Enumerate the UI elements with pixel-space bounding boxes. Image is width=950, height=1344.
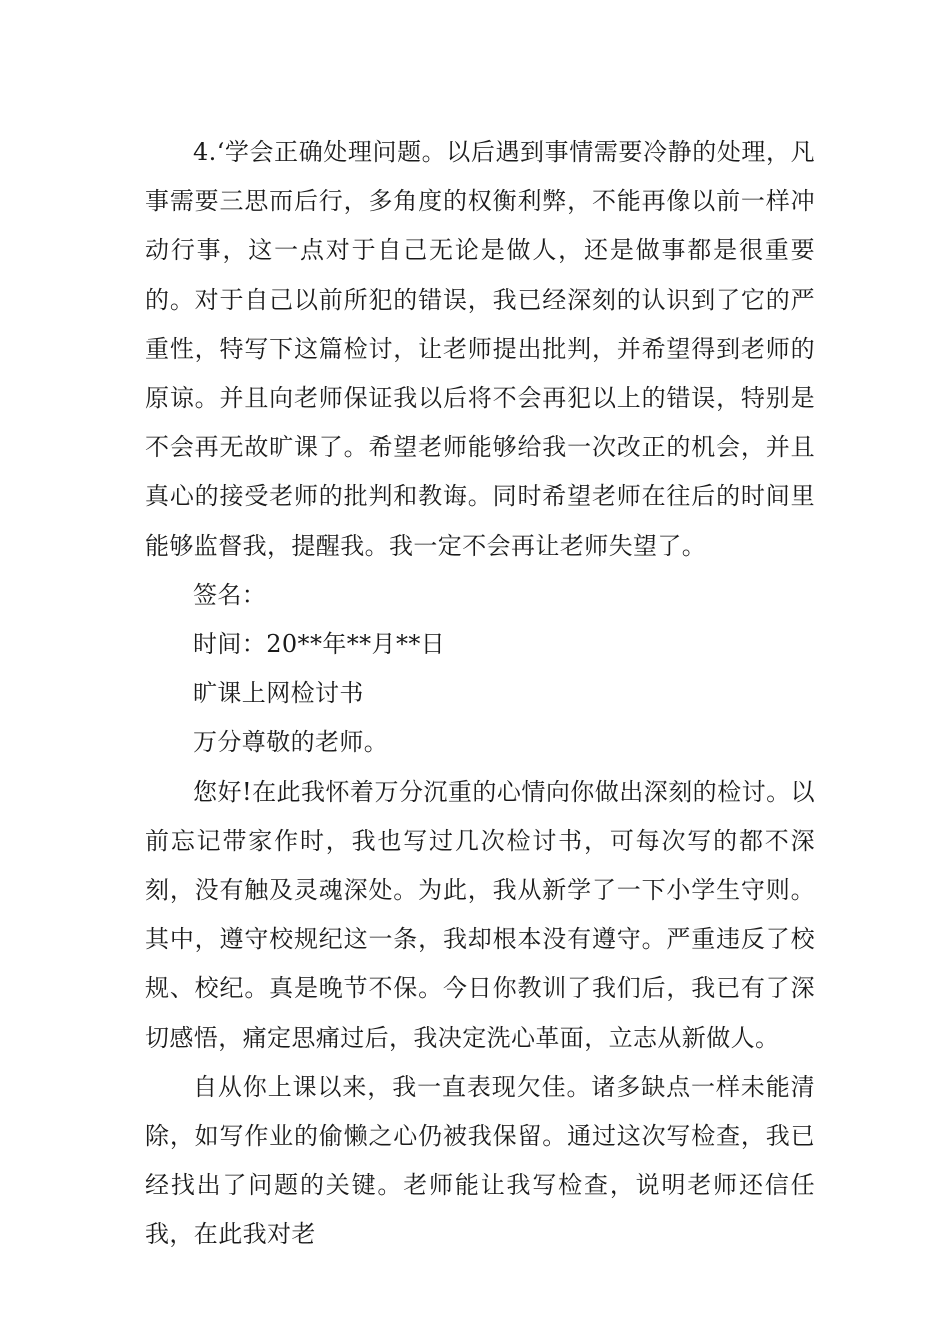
salutation: 万分尊敬的老师。 — [193, 728, 389, 757]
paragraph-resolution: 4.‘学会正确处理问题。以后遇到事情需要冷静的处理，凡事需要三思而后行，多角度的权衡利弊，不能再像以前一样冲动行事，这一点对于自己无论是做人，还是做事都是很重要的。对于自己以前所犯的错误，我已经深刻的认识到了它的严重性，特写下这篇检讨，让老师提出批判，并希望得到老师的原谅。并且向老师保证我以后将不会再犯以上的错误，特别是不会再无故旷课了。希望老师能够给我一次改正的机会，并且真心的接受老师的批判和教诲。同时希望老师在往后的时间里能够监督我，提醒我。我一定不会再让老师失望了。 — [145, 138, 815, 560]
section-title: 旷课上网检讨书 — [193, 679, 364, 708]
signature-line: 签名： — [193, 580, 267, 609]
paragraph-self-review: 自从你上课以来，我一直表现欠佳。诸多缺点一样未能清除，如写作业的偷懒之心仍被我保留。通过这次写检查，我已经找出了问题的关键。老师能让我写检查，说明老师还信任我，在此我对老 — [145, 1072, 815, 1249]
paragraph-greeting: 您好!在此我怀着万分沉重的心情向你做出深刻的检讨。以前忘记带家作时，我也写过几次检讨书，可每次写的都不深刻，没有触及灵魂深处。为此，我从新学了一下小学生守则。其中，遵守校规纪这一条，我却根本没有遵守。严重违反了校规、校纪。真是晚节不保。今日你教训了我们后，我已有了深切感悟，痛定思痛过后，我决定洗心革面，立志从新做人。 — [145, 777, 815, 1052]
document-body — [145, 128, 815, 1260]
date-line: 时间：20**年**月**日 — [193, 630, 446, 659]
